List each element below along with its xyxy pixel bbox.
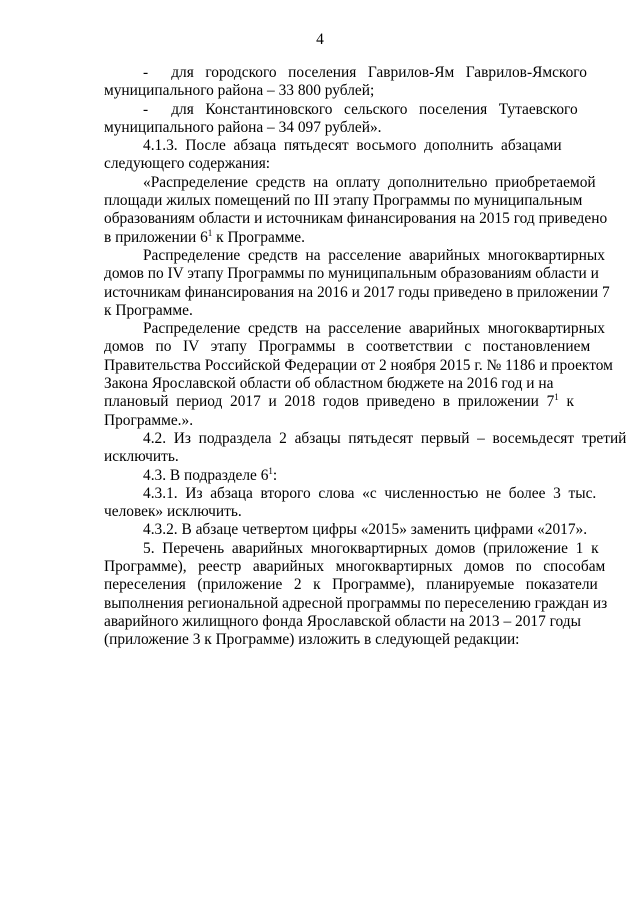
superscript: 1	[207, 227, 213, 238]
superscript: 1	[268, 465, 273, 476]
text-line	[104, 467, 544, 485]
page-number: 4	[316, 31, 324, 48]
text-line: выполнения региональной адресной программы по переселению граждан из	[104, 594, 608, 612]
text-line: - для городского поселения Гаврилов-Ям Гаврилов-Ямского	[143, 64, 587, 81]
superscript: 1	[554, 392, 559, 403]
text-line: 5. Перечень аварийных многоквартирных домов (приложение 1 к	[143, 539, 599, 557]
text-line: муниципального района – 34 097 рублей».	[104, 118, 382, 136]
text-line	[104, 392, 574, 411]
text-line: следующего содержания:	[104, 155, 271, 173]
paragraph	[104, 484, 597, 522]
paragraph	[104, 246, 610, 320]
text-line: источникам финансирования на 2016 и 2017 годы приведено в приложении 7	[104, 283, 610, 301]
text-line: домов по IV этапу Программы по муниципальным образованиям области и	[104, 265, 599, 283]
text-line: Программе.».	[104, 411, 194, 429]
text-line: переселения (приложение 2 к Программе), планируемые показатели	[104, 576, 598, 594]
text-line: Распределение средств на расселение аварийных многоквартирных	[143, 246, 605, 264]
text-line: 4.3.1. Из абзаца второго слова «с численностью не более 3 тыс.	[143, 484, 597, 502]
text-line: площади жилых помещений по III этапу Программы по муниципальным	[104, 192, 583, 210]
text-fragment: в приложении 6	[104, 228, 208, 246]
text-fragment: к	[558, 393, 574, 411]
text-fragment: плановый период 2017 и 2018 годов приведено в приложении 7	[104, 393, 555, 411]
paragraph-list-item	[104, 100, 578, 138]
text-fragment: к Программе.	[212, 228, 305, 246]
paragraph	[104, 137, 562, 174]
text-fragment: :	[272, 466, 278, 484]
text-line: (приложение 3 к Программе) изложить в следующей редакции:	[104, 631, 520, 649]
text-fragment: 4.3. В подразделе 6	[143, 466, 269, 484]
paragraph	[104, 173, 608, 247]
paragraph	[104, 521, 588, 539]
text-line: - для Константиновского сельского поселения Тутаевского	[143, 100, 578, 118]
paragraph	[104, 467, 544, 485]
paragraph	[104, 539, 608, 650]
text-line: Закона Ярославской области об областном бюджете на 2016 год и на	[104, 375, 554, 393]
text-line: муниципального района – 33 800 рублей;	[104, 82, 375, 100]
text-line	[104, 229, 544, 247]
text-line: исключить.	[104, 448, 179, 466]
text-line: к Программе.	[104, 301, 193, 319]
text-line: аварийного жилищного фонда Ярославской области на 2013 – 2017 годы	[104, 612, 581, 630]
text-line: человек» исключить.	[104, 503, 242, 521]
text-line: Программе), реестр аварийных многоквартирных домов по способам	[104, 558, 606, 576]
text-line: «Распределение средств на оплату дополнительно приобретаемой	[143, 173, 596, 191]
text-line: Распределение средств на расселение аварийных многоквартирных	[143, 320, 605, 338]
text-line: 4.2. Из подраздела 2 абзацы пятьдесят первый – восемьдесят третий	[143, 429, 627, 447]
text-line: 4.3.2. В абзаце четвертом цифры «2015» заменить цифрами «2017».	[143, 521, 588, 539]
paragraph-list-item	[104, 64, 587, 101]
document-body	[104, 64, 627, 650]
paragraph	[104, 429, 627, 467]
text-line: 4.1.3. После абзаца пятьдесят восьмого дополнить абзацами	[143, 137, 562, 155]
text-line: домов по IV этапу Программы в соответствии с постановлением	[104, 338, 591, 356]
text-line: Правительства Российской Федерации от 2 ноября 2015 г. № 1186 и проектом	[104, 356, 613, 374]
paragraph	[104, 320, 613, 430]
text-line: образованиям области и источникам финансирования на 2015 год приведено	[104, 210, 608, 228]
